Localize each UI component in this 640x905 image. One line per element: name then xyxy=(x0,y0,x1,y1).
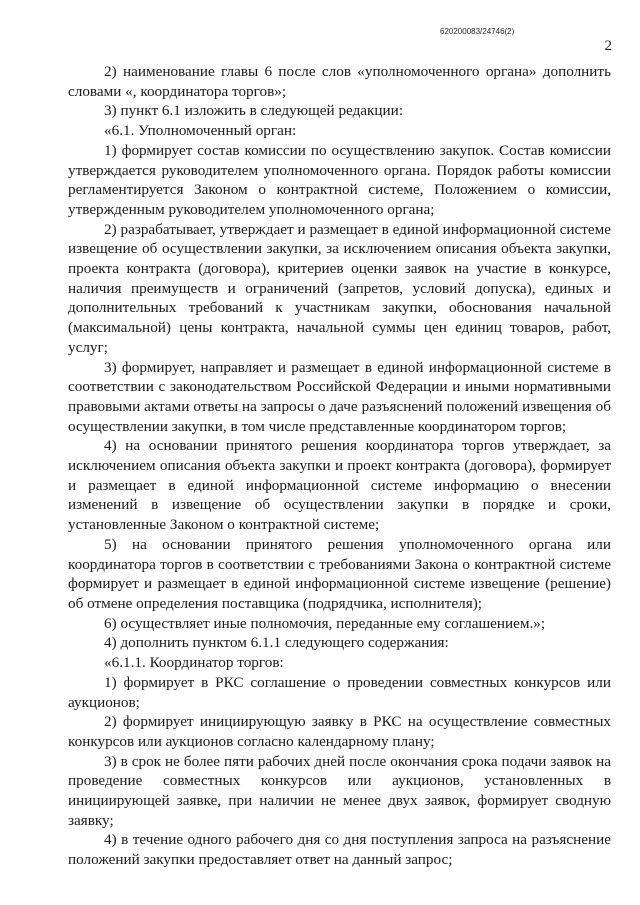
paragraph: 3) пункт 6.1 изложить в следующей редакции: xyxy=(104,102,404,120)
paragraph: 1) формирует состав комиссии по осуществлению закупок. Состав комиссии утверждается руководителем уполномоченного органа. Порядок работы комиссии регламентируется Законом о контрактной системе, Положением о комиссии, утвержденным руководителем уполномоченного органа; xyxy=(68,141,611,218)
paragraph: 6) осуществляет иные полномочия, переданные ему соглашением.»; xyxy=(104,614,546,632)
paragraph: 3) формирует, направляет и размещает в единой информационной системе в соответствии с законодательством Российской Федерации и иными нормативными правовыми актами ответы на запросы о даче разъяснений положений извещения об осуществлении закупки, в том числе представленные координатором торгов; xyxy=(68,358,611,435)
document-code: 620200083/24746(2) xyxy=(440,27,515,36)
page-number: 2 xyxy=(604,38,612,54)
paragraph: 2) наименование главы 6 после слов «уполномоченного органа» дополнить словами «, координатора торгов»; xyxy=(68,63,611,100)
paragraph: 1) формирует в РКС соглашение о проведении совместных конкурсов или аукционов; xyxy=(68,673,611,711)
paragraph: 4) на основании принятого решения координатора торгов утверждает, за исключением описания объекта закупки и проект контракта (договора), формирует и размещает в единой информационной системе информацию о внесении изменений в извещение об осуществлении закупки в порядке и сроки, установленные Законом о контрактной системе; xyxy=(68,437,611,534)
paragraph: «6.1.1. Координатор торгов: xyxy=(104,654,284,672)
paragraph: 5) на основании принятого решения уполномоченного органа или координатора торгов в соответствии с требованиями Закона о контрактной системе формирует и размещает в единой информационной системе извещение (решение) об отмене определения поставщика (подрядчика, исполнителя); xyxy=(68,535,611,612)
paragraph: 2) формирует инициирующую заявку в РКС на осуществление совместных конкурсов или аукционов согласно календарному плану; xyxy=(68,713,611,750)
paragraph: 4) дополнить пунктом 6.1.1 следующего содержания: xyxy=(104,634,449,652)
document-body xyxy=(68,62,611,870)
paragraph: 4) в течение одного рабочего дня со дня поступления запроса на разъяснение положений закупки предоставляет ответ на данный запрос; xyxy=(68,831,611,869)
paragraph: 3) в срок не более пяти рабочих дней после окончания срока подачи заявок на проведение совместных конкурсов или аукционов, установленных в инициирующей заявке, при наличии не менее двух заявок, формирует сводную заявку; xyxy=(68,752,611,829)
paragraph: «6.1. Уполномоченный орган: xyxy=(104,122,297,140)
paragraph: 2) разрабатывает, утверждает и размещает в единой информационной системе извещение об осуществлении закупки, за исключением описания объекта закупки, проекта контракта (договора), критериев оценки заявок на участие в конкурсе, наличия преимуществ и ограничений (запретов, условий допуска), единых и дополнительных требований к участникам закупки, обоснования начальной (максимальной) цены контракта, начальной суммы цен единиц товаров, работ, услуг; xyxy=(68,220,611,356)
